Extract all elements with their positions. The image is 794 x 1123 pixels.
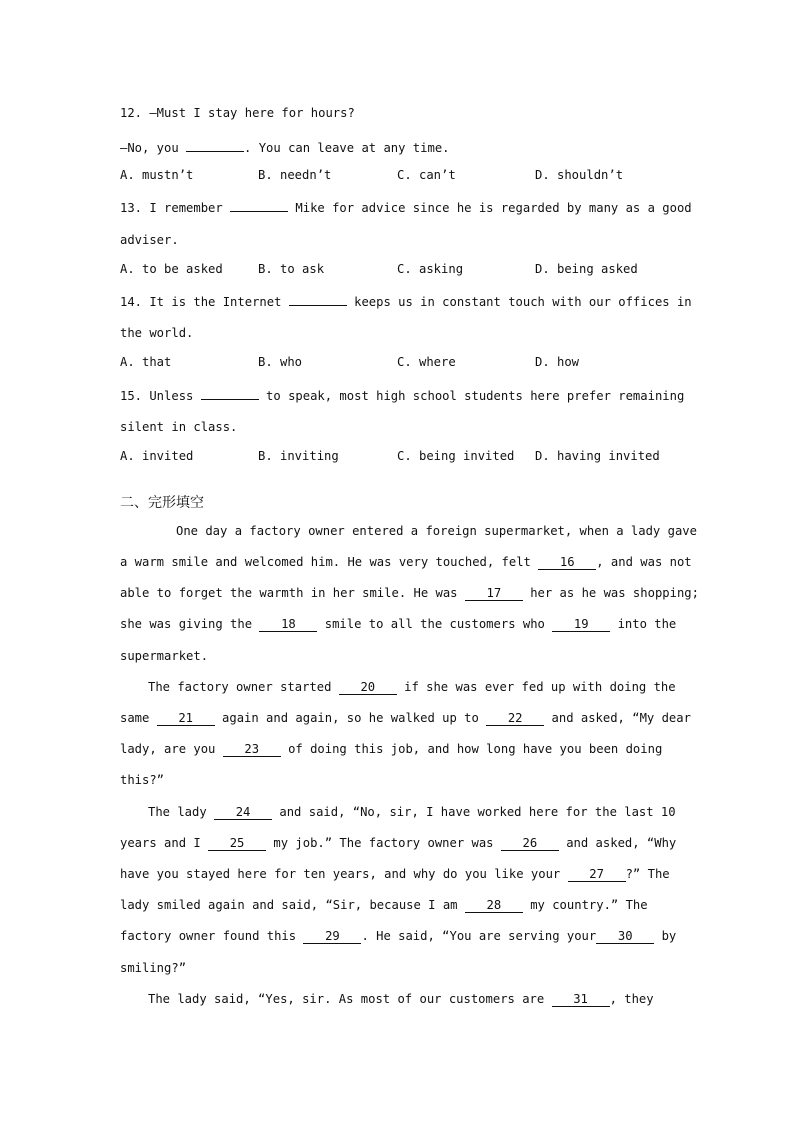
text: again and again, so he walked up to [214, 711, 487, 725]
text: , and was not [596, 555, 692, 569]
text: a warm smile and welcomed him. He was very touched, felt [120, 555, 539, 569]
text: , they [609, 992, 654, 1006]
blank-19: 19 [552, 617, 610, 632]
text: years and I [120, 836, 209, 850]
text: her as he was shopping; [522, 586, 699, 600]
question-15-option-a: A. invited [120, 449, 194, 463]
blank-27: 27 [568, 867, 626, 882]
question-14-option-a: A. that [120, 355, 172, 369]
blank-29: 29 [303, 929, 361, 944]
blank-26: 26 [501, 836, 559, 851]
text: lady smiled again and said, “Sir, because I am [120, 898, 465, 912]
question-13-stem-cont: adviser. [120, 233, 179, 247]
cloze-line [148, 679, 676, 695]
question-13-option-b: B. to ask [258, 262, 325, 276]
cloze-line [120, 554, 692, 570]
blank-20: 20 [339, 680, 397, 695]
cloze-line: supermarket. [120, 649, 209, 663]
answer-blank [230, 198, 288, 212]
text: smile to all the customers who [317, 617, 553, 631]
text: 13. I remember [120, 201, 231, 215]
text: my country.” The [522, 898, 648, 912]
question-14-option-b: B. who [258, 355, 303, 369]
cloze-line [120, 835, 676, 851]
text: by [654, 929, 677, 943]
text: The factory owner started [148, 680, 339, 694]
cloze-line: smiling?” [120, 961, 187, 975]
blank-28: 28 [465, 898, 523, 913]
answer-blank [201, 386, 259, 400]
cloze-line [120, 710, 691, 726]
question-14-option-c: C. where [397, 355, 456, 369]
question-13-option-c: C. asking [397, 262, 464, 276]
question-12-answer-line [120, 138, 450, 156]
text: and asked, “My dear [544, 711, 691, 725]
blank-24: 24 [214, 805, 272, 820]
question-15-stem-cont: silent in class. [120, 420, 238, 434]
question-15-stem [120, 386, 684, 404]
text: same [120, 711, 157, 725]
text: and said, “No, sir, I have worked here for the last 10 [272, 805, 676, 819]
cloze-line: One day a factory owner entered a foreign supermarket, when a lady gave [176, 524, 697, 538]
text: 14. It is the Internet [120, 295, 289, 309]
cloze-line [120, 928, 676, 944]
blank-23: 23 [223, 742, 281, 757]
blank-30: 30 [596, 929, 654, 944]
question-15-option-d: D. having invited [535, 449, 660, 463]
text: . He said, “You are serving your [361, 929, 597, 943]
question-12-option-d: D. shouldn’t [535, 168, 624, 182]
text: factory owner found this [120, 929, 304, 943]
text: . You can leave at any time. [244, 141, 450, 155]
question-14-stem [120, 292, 692, 310]
text: ?” The [625, 867, 670, 881]
question-15-option-c: C. being invited [397, 449, 515, 463]
answer-blank [186, 138, 244, 152]
question-14-option-d: D. how [535, 355, 580, 369]
text: have you stayed here for ten years, and why do you like your [120, 867, 568, 881]
text: my job.” The factory owner was [266, 836, 501, 850]
cloze-line [120, 616, 676, 632]
blank-18: 18 [259, 617, 317, 632]
blank-25: 25 [208, 836, 266, 851]
text: to speak, most high school students here prefer remaining [258, 389, 685, 403]
question-12-option-a: A. mustn’t [120, 168, 194, 182]
cloze-line [120, 741, 662, 757]
question-12-stem: 12. —Must I stay here for hours? [120, 106, 355, 120]
text: —No, you [120, 141, 187, 155]
blank-21: 21 [157, 711, 215, 726]
question-12-option-c: C. can’t [397, 168, 456, 182]
text: keeps us in constant touch with our offices in [346, 295, 692, 309]
text: into the [610, 617, 677, 631]
text: 15. Unless [120, 389, 201, 403]
text: lady, are you [120, 742, 223, 756]
cloze-line [148, 991, 654, 1007]
answer-blank [289, 292, 347, 306]
question-15-option-b: B. inviting [258, 449, 339, 463]
question-14-stem-cont: the world. [120, 326, 194, 340]
blank-22: 22 [486, 711, 544, 726]
text: of doing this job, and how long have you been doing [280, 742, 663, 756]
section-title: 二、完形填空 [120, 495, 204, 511]
cloze-line [120, 585, 699, 601]
question-12-option-b: B. needn’t [258, 168, 332, 182]
text: if she was ever fed up with doing the [396, 680, 676, 694]
question-13-stem [120, 198, 692, 216]
cloze-line [120, 866, 670, 882]
blank-16: 16 [538, 555, 596, 570]
cloze-line [148, 804, 676, 820]
text: Mike for advice since he is regarded by many as a good [288, 201, 692, 215]
cloze-line: this?” [120, 773, 165, 787]
text: The lady [148, 805, 215, 819]
question-13-option-d: D. being asked [535, 262, 638, 276]
question-13-option-a: A. to be asked [120, 262, 223, 276]
text: she was giving the [120, 617, 260, 631]
text: and asked, “Why [558, 836, 677, 850]
text: able to forget the warmth in her smile. He was [120, 586, 465, 600]
blank-17: 17 [465, 586, 523, 601]
cloze-line [120, 897, 648, 913]
text: The lady said, “Yes, sir. As most of our customers are [148, 992, 552, 1006]
blank-31: 31 [552, 992, 610, 1007]
